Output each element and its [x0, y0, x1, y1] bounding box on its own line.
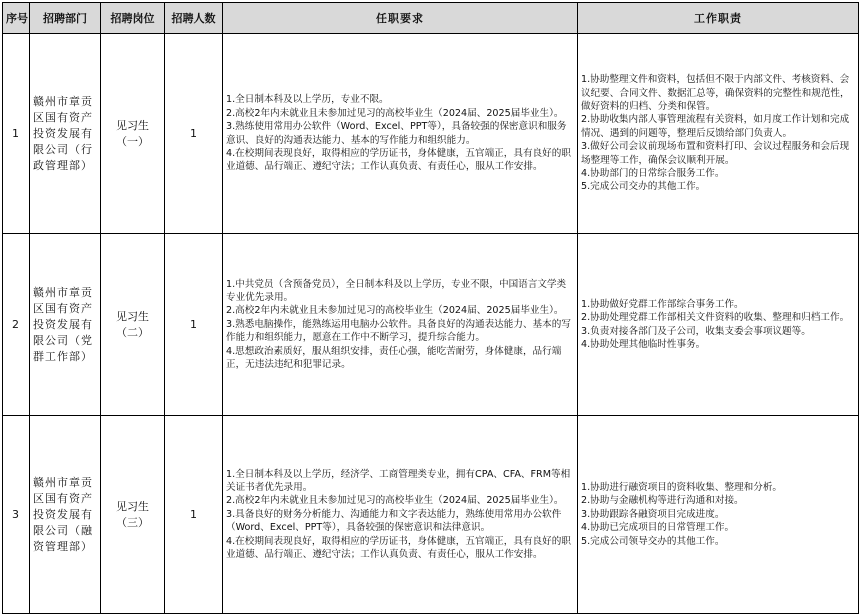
table-row [3, 416, 859, 614]
duty-item: 1.协助做好党群工作部综合事务工作。 [581, 298, 744, 310]
duty-item: 2.协助与金融机构等进行沟通和对接。 [581, 495, 744, 507]
requirement-item: 4.思想政治素质好，服从组织安排，责任心强，能吃苦耐劳，身体健康，品行端正，无违法违纪和犯罪记录。 [226, 345, 562, 371]
duty-item: 2.协助收集内部人事管理流程有关资料，如月度工作计划和完成情况、遇到的问题等，整理后反馈给部门负责人。 [581, 114, 850, 139]
row-duties [578, 34, 859, 234]
header-duties: 工作职责 [578, 3, 859, 34]
requirement-item: 4.在校期间表现良好，取得相应的学历证书，身体健康，五官端正，具有良好的职业道德、品行端正、遵纪守法；工作认真负责、有责任心，服从工作安排。 [226, 535, 571, 561]
recruitment-table [2, 2, 859, 614]
duty-item: 3.负责对接各部门及子公司，收集支委会事项议题等。 [581, 325, 811, 337]
header-post: 招聘岗位 [101, 3, 165, 34]
row-requirements [223, 234, 578, 416]
row-count: 1 [165, 34, 223, 234]
post-index: （二） [116, 325, 149, 339]
table-header [3, 3, 859, 34]
post-name: 见习生 [116, 499, 149, 513]
header-count: 招聘人数 [165, 3, 223, 34]
table-row [3, 234, 859, 416]
header-seq: 序号 [3, 3, 30, 34]
requirement-item: 2.高校2年内未就业且未参加过见习的高校毕业生（2024届、2025届毕业生）。 [226, 107, 564, 119]
row-seq: 3 [3, 416, 30, 614]
duty-item: 4.协助处理其他临时性事务。 [581, 338, 706, 350]
row-duties [578, 416, 859, 614]
requirement-item: 3.熟悉电脑操作，能熟练运用电脑办公软件。具备良好的沟通表达能力、基本的写作能力和组织能力，愿意在工作中不断学习，提升综合能力。 [226, 318, 571, 344]
header-requirements: 任职要求 [223, 3, 578, 34]
row-seq: 2 [3, 234, 30, 416]
row-count: 1 [165, 416, 223, 614]
duty-item: 1.协助整理文件和资料，包括但不限于内部文件、考核资料、会议纪要、合同文件、数据汇总等，确保资料的完整性和规范性，做好资料的归档、分类和保管。 [581, 74, 850, 112]
row-dept: 赣州市章贡区国有资产投资发展有限公司（行政管理部） [30, 34, 101, 234]
duty-item: 3.做好公司会议前现场布置和资料打印、会议过程服务和会后现场整理等工作，确保会议顺利开展。 [581, 141, 850, 166]
post-index: （一） [116, 134, 149, 148]
requirement-item: 1.全日制本科及以上学历，专业不限。 [226, 94, 389, 106]
table-body [3, 34, 859, 614]
row-dept: 赣州市章贡区国有资产投资发展有限公司（党群工作部） [30, 234, 101, 416]
header-dept: 招聘部门 [30, 3, 101, 34]
requirement-item: 3.具备良好的财务分析能力、沟通能力和文字表达能力，熟练使用常用办公软件（Word、Excel、PPT等），具备较强的保密意识和法律意识。 [226, 508, 562, 534]
duty-item: 2.协助处理党群工作部相关文件资料的收集、整理和归档工作。 [581, 312, 850, 324]
row-post [101, 34, 165, 234]
row-duties [578, 234, 859, 416]
row-seq: 1 [3, 34, 30, 234]
row-post [101, 416, 165, 614]
duty-item: 5.完成公司领导交办的其他工作。 [581, 535, 725, 547]
duty-item: 4.协助已完成项目的日常管理工作。 [581, 522, 735, 534]
requirement-item: 2.高校2年内未就业且未参加过见习的高校毕业生（2024届、2025届毕业生）。 [226, 305, 564, 317]
duty-item: 4.协助部门的日常综合服务工作。 [581, 168, 725, 180]
requirement-item: 1.中共党员（含预备党员），全日制本科及以上学历，专业不限，中国语言文学类专业优先录用。 [226, 278, 567, 303]
post-index: （三） [116, 515, 149, 529]
requirement-item: 1.全日制本科及以上学历，经济学、工商管理类专业，拥有CPA、CFA、FRM等相关证书者优先录用。 [226, 468, 571, 493]
row-dept: 赣州市章贡区国有资产投资发展有限公司（融资管理部） [30, 416, 101, 614]
row-requirements [223, 34, 578, 234]
requirement-item: 4.在校期间表现良好，取得相应的学历证书，身体健康，五官端正，具有良好的职业道德、品行端正、遵纪守法；工作认真负责、有责任心，服从工作安排。 [226, 147, 571, 173]
duty-item: 1.协助进行融资项目的资料收集、整理和分析。 [581, 481, 783, 493]
row-post [101, 234, 165, 416]
header-row [3, 3, 859, 34]
post-name: 见习生 [116, 309, 149, 323]
row-requirements [223, 416, 578, 614]
requirement-item: 2.高校2年内未就业且未参加过见习的高校毕业生（2024届、2025届毕业生）。 [226, 495, 564, 507]
row-count: 1 [165, 234, 223, 416]
requirement-item: 3.熟练使用常用办公软件（Word、Excel、PPT等），具备较强的保密意识和服务意识、良好的沟通表达能力、基本的写作能力和组织能力。 [226, 121, 567, 146]
duty-item: 3.协助跟踪各融资项目完成进度。 [581, 508, 725, 520]
duty-item: 5.完成公司交办的其他工作。 [581, 181, 706, 193]
post-name: 见习生 [116, 118, 149, 132]
table-row [3, 34, 859, 234]
